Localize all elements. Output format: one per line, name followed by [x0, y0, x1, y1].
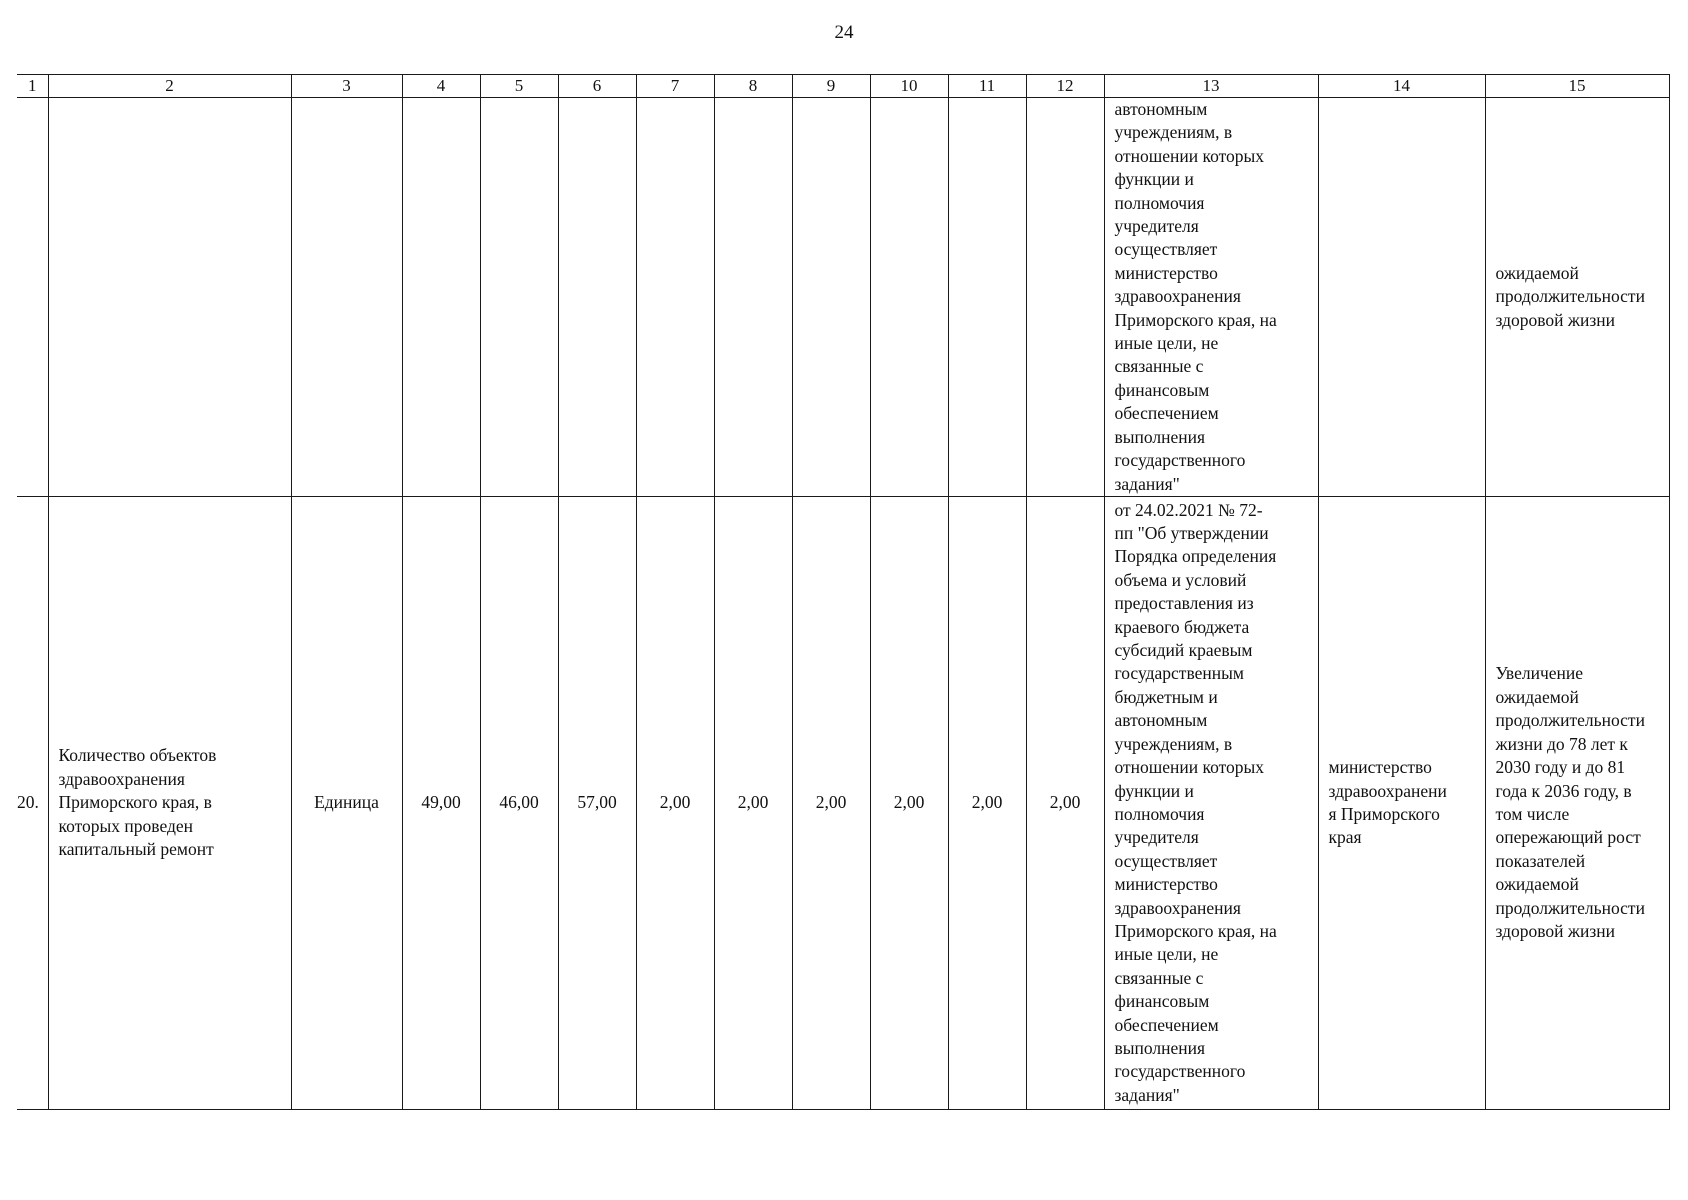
table-row	[17, 496, 1669, 1109]
header-cell: 3	[291, 75, 402, 98]
value-cell	[402, 98, 480, 497]
value-cell	[1026, 98, 1104, 497]
legal-basis-cell	[1104, 496, 1318, 1109]
value-cell	[870, 98, 948, 497]
indicator-name-cell	[48, 98, 291, 497]
header-cell: 4	[402, 75, 480, 98]
page-number: 24	[834, 22, 854, 43]
header-cell: 5	[480, 75, 558, 98]
row-number-cell	[17, 496, 48, 1109]
header-row	[17, 75, 1669, 98]
legal-basis: от 24.02.2021 № 72- пп "Об утверждении Порядка определения объема и условий предоставления из краевого бюджета субсидий краевым государственным бюджетным и автономным учреждениям, в отношении которых функции и полномочия учредителя осуществляет министерство здравоохранения Приморского края, на иные цели, не связанные с финансовым обеспечением выполнения государственного задания"	[1114, 499, 1277, 1105]
unit-cell	[291, 496, 402, 1109]
header-cell: 1	[17, 75, 48, 98]
value-cell	[948, 98, 1026, 497]
value: 2,00	[1049, 792, 1081, 813]
header-cell: 9	[792, 75, 870, 98]
value-cell	[402, 496, 480, 1109]
value: 57,00	[577, 792, 617, 813]
indicator-name: Количество объектов здравоохранения Приморского края, в которых проведен капитальный ремонт	[58, 745, 217, 860]
value: 49,00	[421, 792, 461, 813]
value-cell	[480, 98, 558, 497]
header-cell: 7	[636, 75, 714, 98]
legal-basis: автономным учреждениям, в отношении которых функции и полномочия учредителя осуществляет министерство здравоохранения Приморского края, на иные цели, не связанные с финансовым обеспечением выполнения государственного задания"	[1114, 99, 1277, 494]
goal-link: ожидаемой продолжительности здоровой жизни	[1495, 262, 1645, 330]
value: 2,00	[737, 792, 769, 813]
value-cell	[480, 496, 558, 1109]
value-cell	[636, 496, 714, 1109]
row-number: 20.	[17, 792, 39, 813]
value-cell	[636, 98, 714, 497]
header-cell: 6	[558, 75, 636, 98]
value: 2,00	[971, 792, 1003, 813]
goal-link: Увеличение ожидаемой продолжительности жизни до 78 лет к 2030 году и до 81 года к 2036 году, в том числе опережающий рост показателей ожидаемой продолжительности здоровой жизни	[1495, 663, 1645, 941]
header-cell: 13	[1104, 75, 1318, 98]
header-cell: 15	[1485, 75, 1669, 98]
value-cell	[792, 496, 870, 1109]
value-cell	[558, 496, 636, 1109]
value-cell	[870, 496, 948, 1109]
indicator-name-cell	[48, 496, 291, 1109]
indicator-table	[17, 74, 1670, 1110]
goal-link-cell	[1485, 98, 1669, 497]
value-cell	[948, 496, 1026, 1109]
value-cell	[714, 98, 792, 497]
header-cell: 12	[1026, 75, 1104, 98]
value-cell	[714, 496, 792, 1109]
legal-basis-cell	[1104, 98, 1318, 497]
header-cell: 14	[1318, 75, 1485, 98]
value: 2,00	[659, 792, 691, 813]
value-cell	[792, 98, 870, 497]
value: 46,00	[499, 792, 539, 813]
unit: Единица	[314, 792, 379, 813]
value-cell	[558, 98, 636, 497]
table-row	[17, 98, 1669, 497]
responsible-cell	[1318, 98, 1485, 497]
responsible-cell	[1318, 496, 1485, 1109]
value: 2,00	[893, 792, 925, 813]
value-cell	[1026, 496, 1104, 1109]
value: 2,00	[815, 792, 847, 813]
responsible: министерство здравоохранени я Приморского края	[1328, 757, 1447, 848]
unit-cell	[291, 98, 402, 497]
header-cell: 10	[870, 75, 948, 98]
row-number-cell	[17, 98, 48, 497]
header-cell: 8	[714, 75, 792, 98]
header-cell: 2	[48, 75, 291, 98]
goal-link-cell	[1485, 496, 1669, 1109]
header-cell: 11	[948, 75, 1026, 98]
